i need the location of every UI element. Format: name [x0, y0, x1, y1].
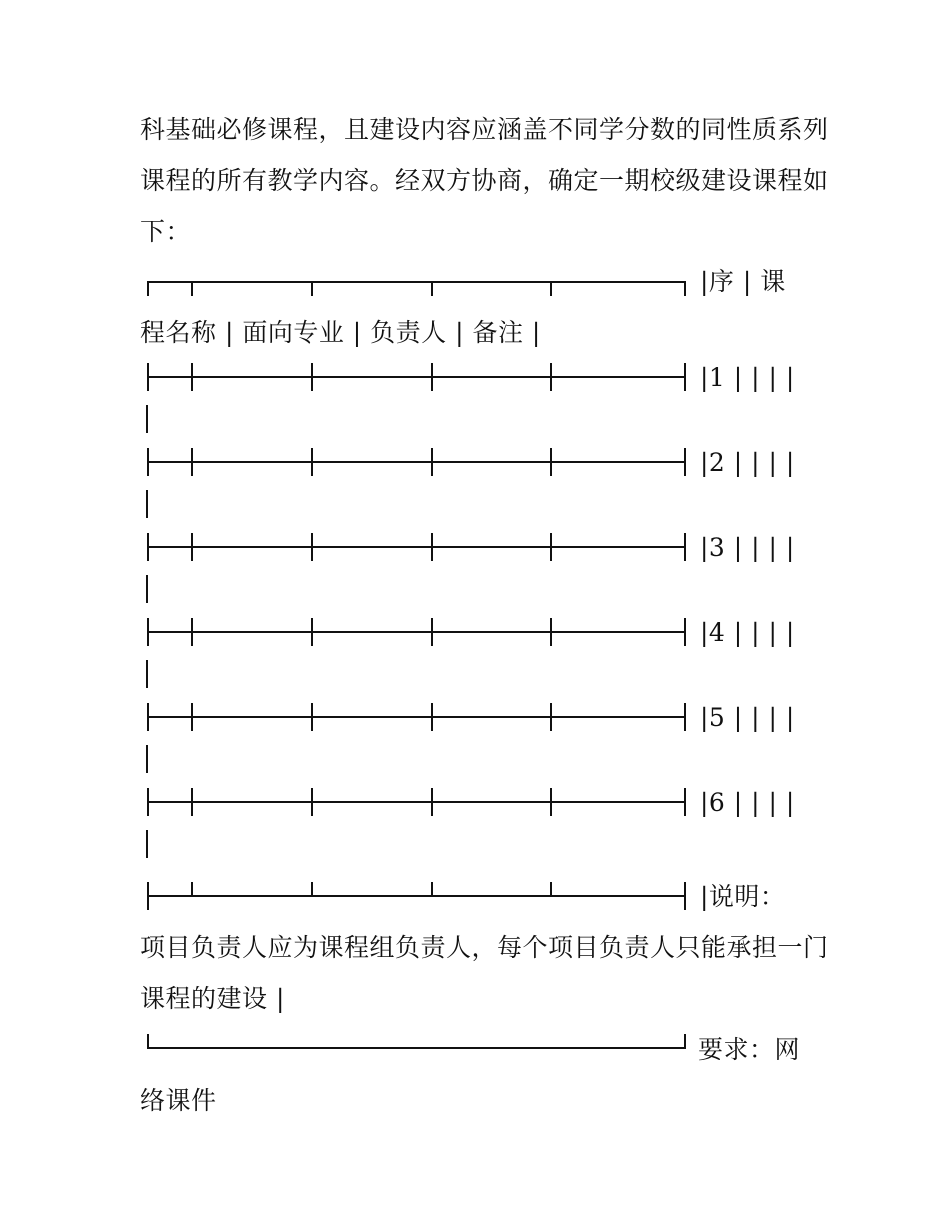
table-row-4-cells: |4 | | | |: [700, 618, 795, 647]
table-note-label: |说明：: [700, 882, 786, 911]
table-row-rule-1: [147, 363, 686, 391]
row-wrap-bar: [146, 405, 148, 433]
table-row-rule-3: [147, 533, 686, 561]
table-row-1-cells: |1 | | | |: [700, 363, 795, 392]
table-row-2-cells: |2 | | | |: [700, 448, 795, 477]
paragraph-line-2: 课程的所有教学内容。经双方协商，确定一期校级建设课程如: [140, 166, 829, 195]
table-row-5-cells: |5 | | | |: [700, 703, 795, 732]
row-wrap-bar: [146, 830, 148, 858]
paragraph-line-3: 下：: [140, 217, 192, 246]
table-row-rule-2: [147, 448, 686, 476]
row-wrap-bar: [146, 660, 148, 688]
table-note-line-2: 课程的建设 |: [140, 984, 285, 1013]
table-note-line-1: 项目负责人应为课程组负责人，每个项目负责人只能承担一门: [140, 933, 829, 962]
table-row-rule-4: [147, 618, 686, 646]
table-row-3-cells: |3 | | | |: [700, 533, 795, 562]
table-row-6-cells: |6 | | | |: [700, 788, 795, 817]
row-wrap-bar: [146, 575, 148, 603]
table-bottom-rule: [147, 1034, 686, 1048]
row-wrap-bar: [146, 490, 148, 518]
table-row-rule-7: [147, 882, 686, 910]
table-header-tail: |序 | 课: [700, 267, 786, 296]
row-wrap-bar: [146, 745, 148, 773]
table-requirement-continued: 络课件: [140, 1086, 217, 1115]
table-requirement-label: 要求：网: [698, 1035, 801, 1064]
table-header-columns: 程名称 | 面向专业 | 负责人 | 备注 |: [140, 318, 541, 347]
table-row-rule-5: [147, 703, 686, 731]
paragraph-line-1: 科基础必修课程，且建设内容应涵盖不同学分数的同性质系列: [140, 115, 829, 144]
table-top-rule: [147, 282, 686, 296]
table-row-rule-6: [147, 788, 686, 816]
